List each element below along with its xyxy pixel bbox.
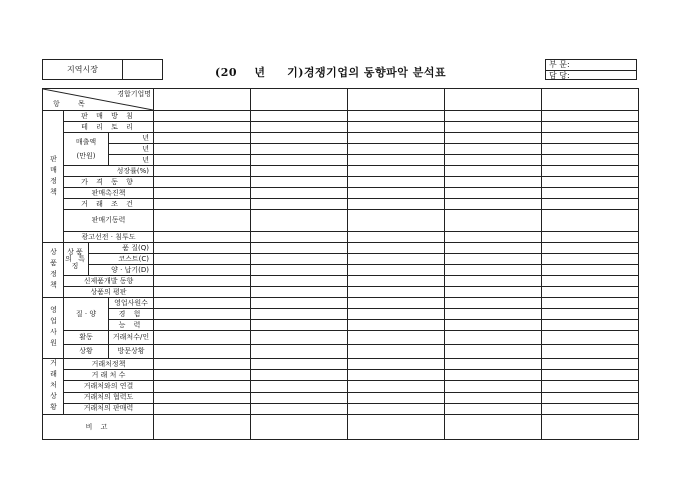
data-cell[interactable] xyxy=(348,370,445,381)
row-client-policy: 거래처정책 xyxy=(64,359,154,370)
data-cell[interactable] xyxy=(445,133,542,144)
section-sales-staff: 영업사원 xyxy=(43,298,64,359)
data-cell[interactable] xyxy=(251,210,348,232)
competitor-col-5[interactable] xyxy=(542,89,639,111)
row-revenue-label xyxy=(64,133,109,166)
data-cell[interactable] xyxy=(445,243,542,254)
row-experience: 경 험 xyxy=(109,309,154,320)
responsibility-box xyxy=(545,59,637,80)
data-cell[interactable] xyxy=(348,359,445,370)
data-cell[interactable] xyxy=(542,265,639,276)
row-quality-quantity: 질 · 양 xyxy=(64,298,109,331)
data-cell[interactable] xyxy=(251,144,348,155)
data-cell[interactable] xyxy=(154,210,251,232)
data-cell[interactable] xyxy=(348,381,445,392)
row-client-count: 거 래 처 수 xyxy=(64,370,154,381)
revenue-unit-label: (만원) xyxy=(76,151,96,160)
data-cell[interactable] xyxy=(154,298,251,309)
data-cell[interactable] xyxy=(251,320,348,331)
data-cell[interactable] xyxy=(251,287,348,298)
region-market-label: 지역시장 xyxy=(42,59,123,80)
revenue-label: 매출액 xyxy=(75,137,97,146)
data-cell[interactable] xyxy=(251,133,348,144)
data-cell[interactable] xyxy=(348,276,445,287)
row-client-sales-power: 거래처의 판매력 xyxy=(64,403,154,414)
data-cell[interactable] xyxy=(251,122,348,133)
data-cell[interactable] xyxy=(348,331,445,345)
data-cell[interactable] xyxy=(542,345,639,359)
data-cell[interactable] xyxy=(445,254,542,265)
data-cell[interactable] xyxy=(154,122,251,133)
data-cell[interactable] xyxy=(251,370,348,381)
data-cell[interactable] xyxy=(445,359,542,370)
data-cell[interactable] xyxy=(154,254,251,265)
data-cell[interactable] xyxy=(348,232,445,243)
data-cell[interactable] xyxy=(542,166,639,177)
data-cell[interactable] xyxy=(348,320,445,331)
data-cell[interactable] xyxy=(445,111,542,122)
row-quantity-delivery: 양 · 납기(D) xyxy=(89,265,154,276)
row-year-1: 년 xyxy=(109,133,154,144)
data-cell[interactable] xyxy=(154,243,251,254)
row-client-count-per: 거래처수/인 xyxy=(109,331,154,345)
page-title: (20 년 기)경쟁기업의 동향파악 분석표 xyxy=(215,66,447,79)
data-cell[interactable] xyxy=(251,111,348,122)
data-cell[interactable] xyxy=(348,254,445,265)
row-year-2: 년 xyxy=(109,144,154,155)
data-cell[interactable] xyxy=(348,133,445,144)
data-cell[interactable] xyxy=(445,287,542,298)
data-cell[interactable] xyxy=(445,331,542,345)
row-status-label: 상황 xyxy=(64,345,109,359)
data-cell[interactable] xyxy=(251,276,348,287)
data-cell[interactable] xyxy=(154,111,251,122)
competitor-col-2[interactable] xyxy=(251,89,348,111)
data-cell[interactable] xyxy=(348,122,445,133)
data-cell[interactable] xyxy=(348,210,445,232)
data-cell[interactable] xyxy=(542,415,639,440)
competitor-col-3[interactable] xyxy=(348,89,445,111)
row-new-product-trend: 신제품개발 동향 xyxy=(64,276,154,287)
data-cell[interactable] xyxy=(154,188,251,199)
data-cell[interactable] xyxy=(445,155,542,166)
row-quality: 품 질(Q) xyxy=(89,243,154,254)
data-cell[interactable] xyxy=(348,166,445,177)
data-cell[interactable] xyxy=(251,392,348,403)
data-cell[interactable] xyxy=(251,188,348,199)
data-cell[interactable] xyxy=(445,392,542,403)
data-cell[interactable] xyxy=(154,232,251,243)
data-cell[interactable] xyxy=(445,199,542,210)
data-cell[interactable] xyxy=(542,210,639,232)
data-cell[interactable] xyxy=(445,232,542,243)
manager-field[interactable]: 담 당: xyxy=(549,71,570,80)
data-cell[interactable] xyxy=(251,309,348,320)
region-market-field[interactable] xyxy=(123,59,163,80)
row-visit-status: 방문상황 xyxy=(109,345,154,359)
data-cell[interactable] xyxy=(445,265,542,276)
data-cell[interactable] xyxy=(251,177,348,188)
data-cell[interactable] xyxy=(154,403,251,414)
data-cell[interactable] xyxy=(154,331,251,345)
data-cell[interactable] xyxy=(251,403,348,414)
data-cell[interactable] xyxy=(251,155,348,166)
row-product-features-label: 상품의 특 징 xyxy=(64,243,89,276)
data-cell[interactable] xyxy=(154,345,251,359)
row-year-3: 년 xyxy=(109,155,154,166)
data-cell[interactable] xyxy=(542,232,639,243)
data-cell[interactable] xyxy=(154,265,251,276)
data-cell[interactable] xyxy=(445,370,542,381)
data-cell[interactable] xyxy=(445,276,542,287)
data-cell[interactable] xyxy=(154,359,251,370)
data-cell[interactable] xyxy=(348,287,445,298)
data-cell[interactable] xyxy=(251,232,348,243)
data-cell[interactable] xyxy=(348,298,445,309)
data-cell[interactable] xyxy=(542,320,639,331)
data-cell[interactable] xyxy=(542,188,639,199)
data-cell[interactable] xyxy=(154,370,251,381)
data-cell[interactable] xyxy=(542,177,639,188)
row-terms: 거 래 조 건 xyxy=(64,199,154,210)
data-cell[interactable] xyxy=(348,403,445,414)
data-cell[interactable] xyxy=(348,243,445,254)
data-cell[interactable] xyxy=(348,188,445,199)
row-cost: 코스트(C) xyxy=(89,254,154,265)
row-growth-rate: 성장률(%) xyxy=(64,166,154,177)
data-cell[interactable] xyxy=(542,111,639,122)
row-sales-capacity: 판매기동력 xyxy=(64,210,154,232)
data-cell[interactable] xyxy=(154,276,251,287)
data-cell[interactable] xyxy=(348,345,445,359)
row-staff-count: 영업사원수 xyxy=(109,298,154,309)
data-cell[interactable] xyxy=(251,265,348,276)
data-cell[interactable] xyxy=(445,177,542,188)
row-territory: 테 리 토 리 xyxy=(64,122,154,133)
data-cell[interactable] xyxy=(542,254,639,265)
corner-header-cell xyxy=(43,89,154,111)
data-cell[interactable] xyxy=(348,392,445,403)
data-cell[interactable] xyxy=(154,381,251,392)
row-sales-promotion: 판매촉진책 xyxy=(64,188,154,199)
data-cell[interactable] xyxy=(542,133,639,144)
data-cell[interactable] xyxy=(542,287,639,298)
data-cell[interactable] xyxy=(348,199,445,210)
row-sales-policy-item: 판 매 방 침 xyxy=(64,111,154,122)
data-cell[interactable] xyxy=(251,199,348,210)
section-client-status: 거래처상황 xyxy=(43,359,64,415)
dept-field[interactable]: 부 문: xyxy=(546,60,636,71)
row-price-trend: 가 격 동 향 xyxy=(64,177,154,188)
data-cell[interactable] xyxy=(251,254,348,265)
section-sales-policy: 판매정책 xyxy=(43,111,64,243)
data-cell[interactable] xyxy=(445,210,542,232)
item-header: 항 목 xyxy=(53,100,93,108)
data-cell[interactable] xyxy=(542,381,639,392)
data-cell[interactable] xyxy=(348,265,445,276)
data-cell[interactable] xyxy=(251,381,348,392)
data-cell[interactable] xyxy=(542,298,639,309)
data-cell[interactable] xyxy=(542,370,639,381)
data-cell[interactable] xyxy=(542,144,639,155)
data-cell[interactable] xyxy=(542,243,639,254)
section-product-policy: 상품정책 xyxy=(43,243,64,298)
data-cell[interactable] xyxy=(348,177,445,188)
data-cell[interactable] xyxy=(154,144,251,155)
data-cell[interactable] xyxy=(542,122,639,133)
data-cell[interactable] xyxy=(251,331,348,345)
data-cell[interactable] xyxy=(154,309,251,320)
row-product-reputation: 상품의 평판 xyxy=(64,287,154,298)
data-cell[interactable] xyxy=(445,166,542,177)
data-cell[interactable] xyxy=(251,298,348,309)
row-client-cooperation: 거래처의 협력도 xyxy=(64,392,154,403)
data-cell[interactable] xyxy=(445,345,542,359)
data-cell[interactable] xyxy=(154,133,251,144)
data-cell[interactable] xyxy=(542,392,639,403)
data-cell[interactable] xyxy=(348,144,445,155)
data-cell[interactable] xyxy=(445,188,542,199)
data-cell[interactable] xyxy=(348,111,445,122)
data-cell[interactable] xyxy=(348,155,445,166)
row-client-connection: 거래처와의 연결 xyxy=(64,381,154,392)
data-cell[interactable] xyxy=(348,415,445,440)
data-cell[interactable] xyxy=(445,415,542,440)
data-cell[interactable] xyxy=(445,320,542,331)
data-cell[interactable] xyxy=(445,309,542,320)
data-cell[interactable] xyxy=(445,403,542,414)
data-cell[interactable] xyxy=(348,309,445,320)
data-cell[interactable] xyxy=(542,359,639,370)
row-remarks: 비 고 xyxy=(43,415,154,440)
data-cell[interactable] xyxy=(445,144,542,155)
data-cell[interactable] xyxy=(542,331,639,345)
data-cell[interactable] xyxy=(251,359,348,370)
data-cell[interactable] xyxy=(251,243,348,254)
row-activity-label: 활동 xyxy=(64,331,109,345)
data-cell[interactable] xyxy=(154,166,251,177)
data-cell[interactable] xyxy=(445,381,542,392)
data-cell[interactable] xyxy=(154,392,251,403)
data-cell[interactable] xyxy=(154,415,251,440)
row-ad-propaganda: 광고선전 · 침투도 xyxy=(64,232,154,243)
competitor-name-header: 경합기업명 xyxy=(117,90,151,98)
data-cell[interactable] xyxy=(445,298,542,309)
data-cell[interactable] xyxy=(251,166,348,177)
competitor-col-1[interactable] xyxy=(154,89,251,111)
row-ability: 능 력 xyxy=(109,320,154,331)
data-cell[interactable] xyxy=(154,199,251,210)
data-cell[interactable] xyxy=(542,403,639,414)
data-cell[interactable] xyxy=(542,309,639,320)
data-cell[interactable] xyxy=(154,287,251,298)
data-cell[interactable] xyxy=(251,345,348,359)
data-cell[interactable] xyxy=(542,155,639,166)
competitor-col-4[interactable] xyxy=(445,89,542,111)
data-cell[interactable] xyxy=(154,177,251,188)
competitor-analysis-table xyxy=(42,88,639,440)
data-cell[interactable] xyxy=(154,320,251,331)
data-cell[interactable] xyxy=(542,276,639,287)
data-cell[interactable] xyxy=(445,122,542,133)
data-cell[interactable] xyxy=(251,415,348,440)
data-cell[interactable] xyxy=(154,155,251,166)
data-cell[interactable] xyxy=(542,199,639,210)
